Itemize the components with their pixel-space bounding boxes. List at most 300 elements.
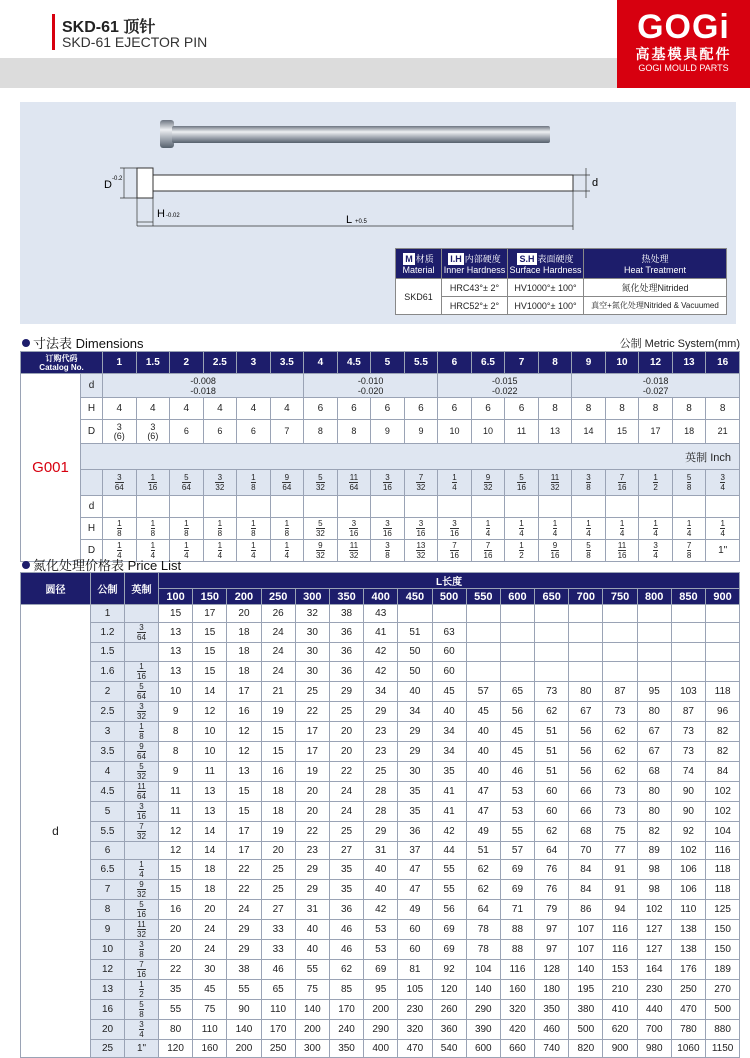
price-cell: 41 xyxy=(432,801,466,821)
price-cell: 17 xyxy=(227,821,261,841)
inner-hardness-1: HRC43°± 2° xyxy=(442,279,508,297)
inch-size xyxy=(125,939,159,959)
H-value: 4 xyxy=(103,398,137,420)
metric-size: 12 xyxy=(91,959,125,979)
price-cell: 29 xyxy=(398,721,432,741)
inch-D-value xyxy=(371,540,405,562)
inch-d-value xyxy=(605,470,639,496)
price-cell: 80 xyxy=(637,801,671,821)
price-cell: 12 xyxy=(159,841,193,859)
price-cell: 56 xyxy=(569,721,603,741)
price-cell xyxy=(637,623,671,643)
fraction: $\frac{5}{16}$ xyxy=(517,473,526,492)
price-cell: 500 xyxy=(569,1019,603,1039)
price-cell: 56 xyxy=(569,761,603,781)
price-cell: 170 xyxy=(261,1019,295,1039)
size-header: 10 xyxy=(605,352,639,374)
price-cell: 29 xyxy=(364,701,398,721)
fraction: $\frac{3}{16}$ xyxy=(382,473,392,492)
size-header: 3.5 xyxy=(270,352,304,374)
price-cell: 110 xyxy=(671,899,705,919)
fraction: $\frac{11}{32}$ xyxy=(349,541,359,560)
price-cell: 55 xyxy=(295,959,329,979)
price-cell: 1060 xyxy=(671,1039,705,1057)
price-cell: 250 xyxy=(671,979,705,999)
H-value: 8 xyxy=(639,398,673,420)
price-cell: 97 xyxy=(535,939,569,959)
H-value: 4 xyxy=(237,398,271,420)
price-cell: 84 xyxy=(706,761,740,781)
price-cell: 73 xyxy=(535,681,569,701)
D-value: 10 xyxy=(471,420,505,444)
logo-en: GOGI MOULD PARTS xyxy=(638,63,729,73)
price-cell: 45 xyxy=(466,701,500,721)
price-cell: 17 xyxy=(193,605,227,623)
inner-cn: 内部硬度 xyxy=(464,254,501,264)
price-cell: 740 xyxy=(535,1039,569,1057)
price-cell: 95 xyxy=(364,979,398,999)
inch-H-value xyxy=(170,518,204,540)
price-cell: 30 xyxy=(295,623,329,643)
price-cell: 46 xyxy=(500,761,534,781)
price-cell: 18 xyxy=(261,781,295,801)
price-cell xyxy=(671,661,705,681)
inch-D-value xyxy=(639,540,673,562)
length-value-header: 900 xyxy=(706,589,740,605)
D-value: 18 xyxy=(672,420,706,444)
price-cell: 118 xyxy=(706,879,740,899)
fraction: $\frac{5}{32}$ xyxy=(315,519,325,538)
price-cell: 140 xyxy=(466,979,500,999)
price-cell: 64 xyxy=(466,899,500,919)
price-cell: 25 xyxy=(364,761,398,781)
fraction: $\frac{5}{8}$ xyxy=(139,999,144,1019)
price-cell: 82 xyxy=(706,721,740,741)
fraction: $\frac{5}{32}$ xyxy=(315,473,325,492)
price-cell: 87 xyxy=(603,681,637,701)
price-cell: 78 xyxy=(466,939,500,959)
price-cell: 29 xyxy=(227,939,261,959)
inner-hardness-2: HRC52°± 2° xyxy=(442,297,508,315)
price-cell: 51 xyxy=(535,721,569,741)
size-header: 1.5 xyxy=(136,352,170,374)
row-label-D-inch: D xyxy=(81,540,103,562)
fraction: $\frac{3}{8}$ xyxy=(139,939,144,959)
price-cell: 45 xyxy=(500,741,534,761)
inch-size xyxy=(125,919,159,939)
price-cell: 66 xyxy=(569,801,603,821)
fraction: $\frac{5}{64}$ xyxy=(181,473,191,492)
price-cell: 102 xyxy=(706,781,740,801)
price-cell: 19 xyxy=(261,821,295,841)
price-cell: 13 xyxy=(159,661,193,681)
price-cell: 94 xyxy=(603,899,637,919)
size-header: 2 xyxy=(170,352,204,374)
inch-size xyxy=(125,605,159,623)
D-value: 9 xyxy=(371,420,405,444)
price-cell: 140 xyxy=(295,999,329,1019)
price-cell: 62 xyxy=(329,959,363,979)
size-header: 2.5 xyxy=(203,352,237,374)
price-cell: 25 xyxy=(329,701,363,721)
price-cell: 160 xyxy=(193,1039,227,1057)
inch-label: 英制 Inch xyxy=(81,444,740,470)
price-table xyxy=(20,572,740,1058)
length-value-header: 700 xyxy=(569,589,603,605)
fraction: $\frac{5}{64}$ xyxy=(137,681,146,701)
price-cell: 150 xyxy=(706,939,740,959)
price-cell: 49 xyxy=(466,821,500,841)
price-cell: 13 xyxy=(159,623,193,643)
price-cell: 40 xyxy=(295,919,329,939)
price-cell: 75 xyxy=(603,821,637,841)
D-value: 14 xyxy=(572,420,606,444)
price-cell: 46 xyxy=(261,959,295,979)
inch-D-value xyxy=(270,540,304,562)
inch-d-value xyxy=(572,470,606,496)
price-cell: 60 xyxy=(432,661,466,681)
price-cell: 46 xyxy=(329,939,363,959)
price-cell: 106 xyxy=(671,859,705,879)
price-cell: 40 xyxy=(466,741,500,761)
price-cell: 110 xyxy=(261,999,295,1019)
price-cell: 15 xyxy=(159,605,193,623)
price-cell: 23 xyxy=(364,741,398,761)
price-cell: 56 xyxy=(432,899,466,919)
price-cell: 15 xyxy=(261,741,295,761)
size-header: 12 xyxy=(639,352,673,374)
price-cell: 36 xyxy=(329,643,363,661)
length-value-header: 400 xyxy=(364,589,398,605)
price-cell: 70 xyxy=(569,841,603,859)
price-cell: 36 xyxy=(329,899,363,919)
inch-size xyxy=(125,1019,159,1039)
price-cell: 15 xyxy=(227,801,261,821)
size-header: 4.5 xyxy=(337,352,371,374)
price-cell: 17 xyxy=(295,721,329,741)
H-value: 6 xyxy=(438,398,472,420)
fraction: $\frac{9}{64}$ xyxy=(137,741,146,761)
price-cell: 60 xyxy=(398,939,432,959)
fraction: $\frac{3}{8}$ xyxy=(586,473,591,492)
fraction: $\frac{1}{4}$ xyxy=(452,473,457,492)
price-cell: 57 xyxy=(466,681,500,701)
page-header xyxy=(0,0,750,88)
price-cell: 82 xyxy=(637,821,671,841)
price-cell: 60 xyxy=(535,801,569,821)
empty-cell xyxy=(639,496,673,518)
price-cell: 42 xyxy=(364,643,398,661)
price-cell xyxy=(500,605,534,623)
price-cell: 15 xyxy=(261,721,295,741)
metric-size: 6 xyxy=(91,841,125,859)
price-cell: 104 xyxy=(706,821,740,841)
price-cell: 11 xyxy=(159,801,193,821)
price-cell: 51 xyxy=(535,761,569,781)
price-cell: 31 xyxy=(364,841,398,859)
fraction: $\frac{7}{16}$ xyxy=(617,473,627,492)
heat-treatment-1: 氮化处理Nitrided xyxy=(584,279,727,297)
price-cell: 22 xyxy=(227,879,261,899)
price-cell: 36 xyxy=(329,623,363,643)
price-cell: 29 xyxy=(227,919,261,939)
empty-cell xyxy=(136,496,170,518)
price-cell: 40 xyxy=(364,859,398,879)
inch-D-value xyxy=(572,540,606,562)
price-cell: 24 xyxy=(227,899,261,919)
price-cell: 180 xyxy=(535,979,569,999)
price-cell: 91 xyxy=(603,879,637,899)
price-cell: 105 xyxy=(398,979,432,999)
price-cell: 20 xyxy=(261,841,295,859)
size-header: 3 xyxy=(237,352,271,374)
logo-text: GOGi xyxy=(637,8,730,46)
price-cell: 24 xyxy=(329,781,363,801)
label-D: D xyxy=(104,179,112,191)
inch-D-value xyxy=(471,540,505,562)
metric-size: 5.5 xyxy=(91,821,125,841)
label-d: d xyxy=(592,177,599,189)
metric-size: 1 xyxy=(91,605,125,623)
fraction: $\frac{1}{8}$ xyxy=(251,473,256,492)
inch-H-value xyxy=(672,518,706,540)
fraction: $\frac{1}{4}$ xyxy=(150,541,156,560)
price-cell: 10 xyxy=(193,721,227,741)
inch-H-value xyxy=(270,518,304,540)
fraction: $\frac{3}{4}$ xyxy=(720,473,725,492)
fraction: $\frac{11}{32}$ xyxy=(137,919,146,939)
price-cell: 11 xyxy=(193,761,227,781)
inch-D-value xyxy=(237,540,271,562)
inch-size xyxy=(125,643,159,661)
price-cell: 29 xyxy=(295,879,329,899)
heat-en: Heat Treatment xyxy=(623,265,687,275)
price-cell: 80 xyxy=(569,681,603,701)
price-cell: 75 xyxy=(193,999,227,1019)
empty-cell xyxy=(672,496,706,518)
price-cell: 35 xyxy=(159,979,193,999)
price-cell: 15 xyxy=(159,859,193,879)
fraction: $\frac{3}{8}$ xyxy=(385,541,390,560)
H-value: 6 xyxy=(337,398,371,420)
D-value: 7 xyxy=(270,420,304,444)
price-cell: 900 xyxy=(603,1039,637,1057)
fraction: $\frac{1}{8}$ xyxy=(117,519,122,538)
metric-size: 20 xyxy=(91,1019,125,1039)
price-cell: 15 xyxy=(193,643,227,661)
price-cell: 67 xyxy=(569,701,603,721)
H-value: 6 xyxy=(304,398,338,420)
inch-d-value xyxy=(170,470,204,496)
fraction: $\frac{1}{16}$ xyxy=(148,473,158,492)
price-cell: 600 xyxy=(466,1039,500,1057)
price-cell: 8 xyxy=(159,741,193,761)
price-cell: 68 xyxy=(569,821,603,841)
price-cell: 106 xyxy=(671,879,705,899)
price-cell: 15 xyxy=(193,623,227,643)
H-value: 8 xyxy=(605,398,639,420)
fraction: $\frac{11}{64}$ xyxy=(137,781,146,801)
inch-d-value xyxy=(438,470,472,496)
inch-size xyxy=(125,859,159,879)
D-value: 6 xyxy=(237,420,271,444)
price-cell: 107 xyxy=(569,939,603,959)
price-cell: 150 xyxy=(706,919,740,939)
price-cell xyxy=(569,643,603,661)
inch-d-value xyxy=(538,470,572,496)
fraction: $\frac{3}{16}$ xyxy=(450,519,459,538)
price-cell: 14 xyxy=(193,681,227,701)
price-cell: 80 xyxy=(159,1019,193,1039)
row-label-d: d xyxy=(81,374,103,398)
inch-H-value xyxy=(337,518,371,540)
inch-size xyxy=(125,899,159,919)
price-cell: 45 xyxy=(500,721,534,741)
price-cell: 360 xyxy=(432,1019,466,1039)
material-value: SKD61 xyxy=(396,279,442,315)
inch-d-value xyxy=(103,470,137,496)
price-cell: 87 xyxy=(671,701,705,721)
fraction: $\frac{3}{16}$ xyxy=(137,801,146,821)
price-cell: 56 xyxy=(500,701,534,721)
catalog-header: 订购代码 Catalog No. xyxy=(21,352,103,374)
price-cell: 19 xyxy=(261,701,295,721)
price-cell: 56 xyxy=(569,741,603,761)
inch-d-value xyxy=(404,470,438,496)
inch-d-value xyxy=(505,470,539,496)
H-value: 6 xyxy=(505,398,539,420)
price-cell: 17 xyxy=(295,741,329,761)
inch-size xyxy=(125,721,159,741)
D-value: 3 (6) xyxy=(103,420,137,444)
inch-H-value xyxy=(538,518,572,540)
price-cell: 200 xyxy=(295,1019,329,1039)
price-cell xyxy=(706,661,740,681)
fraction: $\frac{9}{16}$ xyxy=(550,541,560,560)
d-label: d xyxy=(21,605,91,1058)
price-cell: 55 xyxy=(159,999,193,1019)
fraction: $\frac{1}{4}$ xyxy=(720,519,725,538)
length-value-header: 800 xyxy=(637,589,671,605)
price-cell: 270 xyxy=(706,979,740,999)
price-cell: 660 xyxy=(500,1039,534,1057)
price-cell: 36 xyxy=(398,821,432,841)
price-cell: 116 xyxy=(706,841,740,859)
inch-D-value xyxy=(337,540,371,562)
price-cell: 30 xyxy=(193,959,227,979)
fraction: $\frac{1}{8}$ xyxy=(184,519,189,538)
metric-size: 1.6 xyxy=(91,661,125,681)
price-cell: 81 xyxy=(398,959,432,979)
price-cell: 62 xyxy=(603,741,637,761)
price-cell: 470 xyxy=(398,1039,432,1057)
empty-cell xyxy=(337,496,371,518)
price-cell: 880 xyxy=(706,1019,740,1039)
metric-size: 3.5 xyxy=(91,741,125,761)
price-cell: 85 xyxy=(329,979,363,999)
size-header: 5 xyxy=(371,352,405,374)
fraction: $\frac{1}{8}$ xyxy=(284,519,290,538)
price-cell: 22 xyxy=(329,761,363,781)
price-cell: 50 xyxy=(398,643,432,661)
empty-cell xyxy=(304,496,338,518)
price-cell: 210 xyxy=(603,979,637,999)
price-cell: 18 xyxy=(261,801,295,821)
inch-H-value xyxy=(203,518,237,540)
price-cell: 76 xyxy=(535,879,569,899)
fraction: $\frac{11}{16}$ xyxy=(617,541,627,560)
fraction: $\frac{1}{16}$ xyxy=(137,661,146,681)
D-value: 21 xyxy=(706,420,740,444)
price-cell: 74 xyxy=(671,761,705,781)
H-value: 8 xyxy=(706,398,740,420)
price-cell: 18 xyxy=(227,623,261,643)
price-cell: 700 xyxy=(637,1019,671,1039)
inch-size xyxy=(125,801,159,821)
inch-H-value xyxy=(706,518,740,540)
price-cell: 33 xyxy=(261,939,295,959)
price-cell: 62 xyxy=(535,821,569,841)
size-header: 4 xyxy=(304,352,338,374)
fraction: $\frac{1}{8}$ xyxy=(139,721,144,741)
D-value: 8 xyxy=(304,420,338,444)
price-cell: 200 xyxy=(227,1039,261,1057)
fraction: $\frac{5}{8}$ xyxy=(586,541,591,560)
price-cell: 20 xyxy=(295,781,329,801)
size-header: 8 xyxy=(538,352,572,374)
price-cell: 17 xyxy=(227,841,261,859)
price-cell: 62 xyxy=(603,761,637,781)
empty-cell xyxy=(471,496,505,518)
inch-size xyxy=(125,681,159,701)
price-cell: 96 xyxy=(706,701,740,721)
price-cell: 230 xyxy=(637,979,671,999)
price-cell: 230 xyxy=(398,999,432,1019)
D-value: 6 xyxy=(170,420,204,444)
price-cell: 140 xyxy=(227,1019,261,1039)
price-cell: 66 xyxy=(569,781,603,801)
H-value: 8 xyxy=(538,398,572,420)
price-cell: 103 xyxy=(671,681,705,701)
price-cell: 27 xyxy=(329,841,363,859)
price-cell: 45 xyxy=(432,681,466,701)
inch-d-value xyxy=(371,470,405,496)
price-cell: 31 xyxy=(295,899,329,919)
price-cell: 290 xyxy=(364,1019,398,1039)
price-cell: 18 xyxy=(193,879,227,899)
fraction: $\frac{1}{4}$ xyxy=(139,859,144,879)
label-D-tol: -0.2 xyxy=(112,176,123,182)
price-cell: 176 xyxy=(671,959,705,979)
price-cell: 67 xyxy=(637,741,671,761)
price-cell: 28 xyxy=(364,781,398,801)
surface-cn: 表面硬度 xyxy=(537,254,574,264)
price-cell: 8 xyxy=(159,721,193,741)
price-cell: 46 xyxy=(329,919,363,939)
price-cell: 260 xyxy=(432,999,466,1019)
price-cell xyxy=(535,605,569,623)
inch-H-value xyxy=(304,518,338,540)
price-cell: 10 xyxy=(159,681,193,701)
price-cell: 77 xyxy=(603,841,637,859)
price-cell: 780 xyxy=(671,1019,705,1039)
H-value: 4 xyxy=(136,398,170,420)
inch-d-value xyxy=(672,470,706,496)
price-cell: 62 xyxy=(466,859,500,879)
price-cell: 73 xyxy=(671,741,705,761)
H-value: 4 xyxy=(203,398,237,420)
fraction: $\frac{1}{4}$ xyxy=(619,519,625,538)
